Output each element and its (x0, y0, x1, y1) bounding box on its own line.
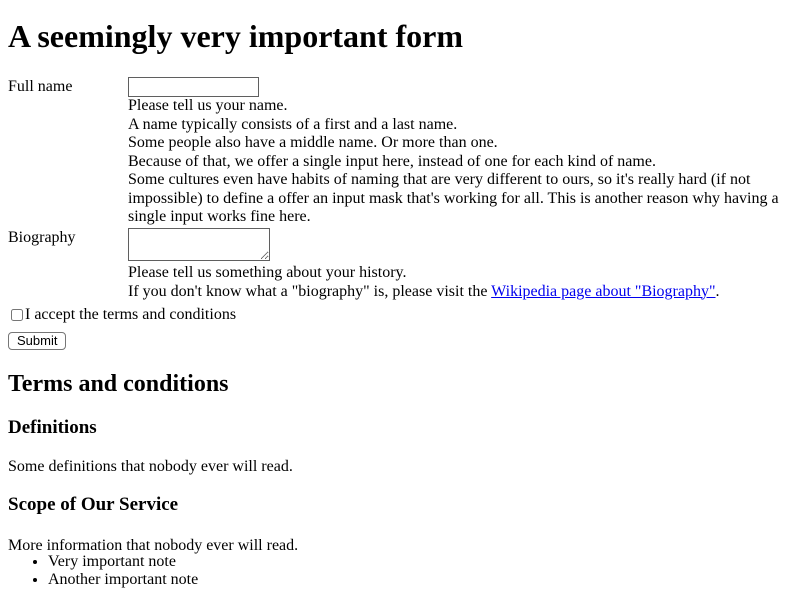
scope-notes-list (8, 553, 198, 589)
biography-help-text: If you don't know what a "biography" is, please visit the (128, 282, 492, 300)
full-name-help-line: Because of that, we offer a single input here, instead of one for each kind of name. (128, 152, 656, 170)
submit-button[interactable]: Submit (8, 332, 66, 350)
list-item: • Another important note (48, 571, 198, 589)
page-title: A seemingly very important form (8, 18, 464, 54)
biography-help-period: . (715, 282, 720, 300)
terms-checkbox-row[interactable] (8, 305, 236, 325)
full-name-help-line: A name typically consists of a first and a last name. (128, 115, 458, 133)
scope-text: More information that nobody ever will read. (8, 537, 299, 554)
biography-field-group (128, 228, 791, 301)
terms-checkbox-label: I accept the terms and conditions (25, 306, 237, 323)
full-name-label: Full name (8, 78, 73, 95)
definitions-heading: Definitions (8, 417, 97, 438)
terms-heading: Terms and conditions (8, 371, 229, 397)
full-name-field-group (128, 77, 791, 227)
full-name-input[interactable] (128, 77, 259, 97)
list-item: • Very important note (48, 553, 198, 571)
full-name-help (128, 97, 791, 227)
scope-heading: Scope of Our Service (8, 494, 179, 515)
biography-help-line: Please tell us something about your history. (128, 264, 407, 281)
biography-label: Biography (8, 229, 76, 246)
full-name-help-line: Please tell us your name. (128, 97, 288, 114)
full-name-help-line: Some cultures even have habits of naming that are very different to ours, so it's really hard (if not impossible) to define a offer an input mask that's working for all. This is another reason why having a single input works fine here. (128, 171, 779, 225)
definitions-text: Some definitions that nobody ever will read. (8, 458, 293, 475)
biography-textarea[interactable] (128, 228, 270, 261)
full-name-help-line: Some people also have a middle name. Or more than one. (128, 134, 498, 151)
biography-help (128, 264, 791, 301)
biography-help-line (128, 283, 791, 302)
terms-checkbox[interactable] (11, 309, 23, 321)
wikipedia-biography-link[interactable]: Wikipedia page about "Biography" (491, 282, 716, 300)
